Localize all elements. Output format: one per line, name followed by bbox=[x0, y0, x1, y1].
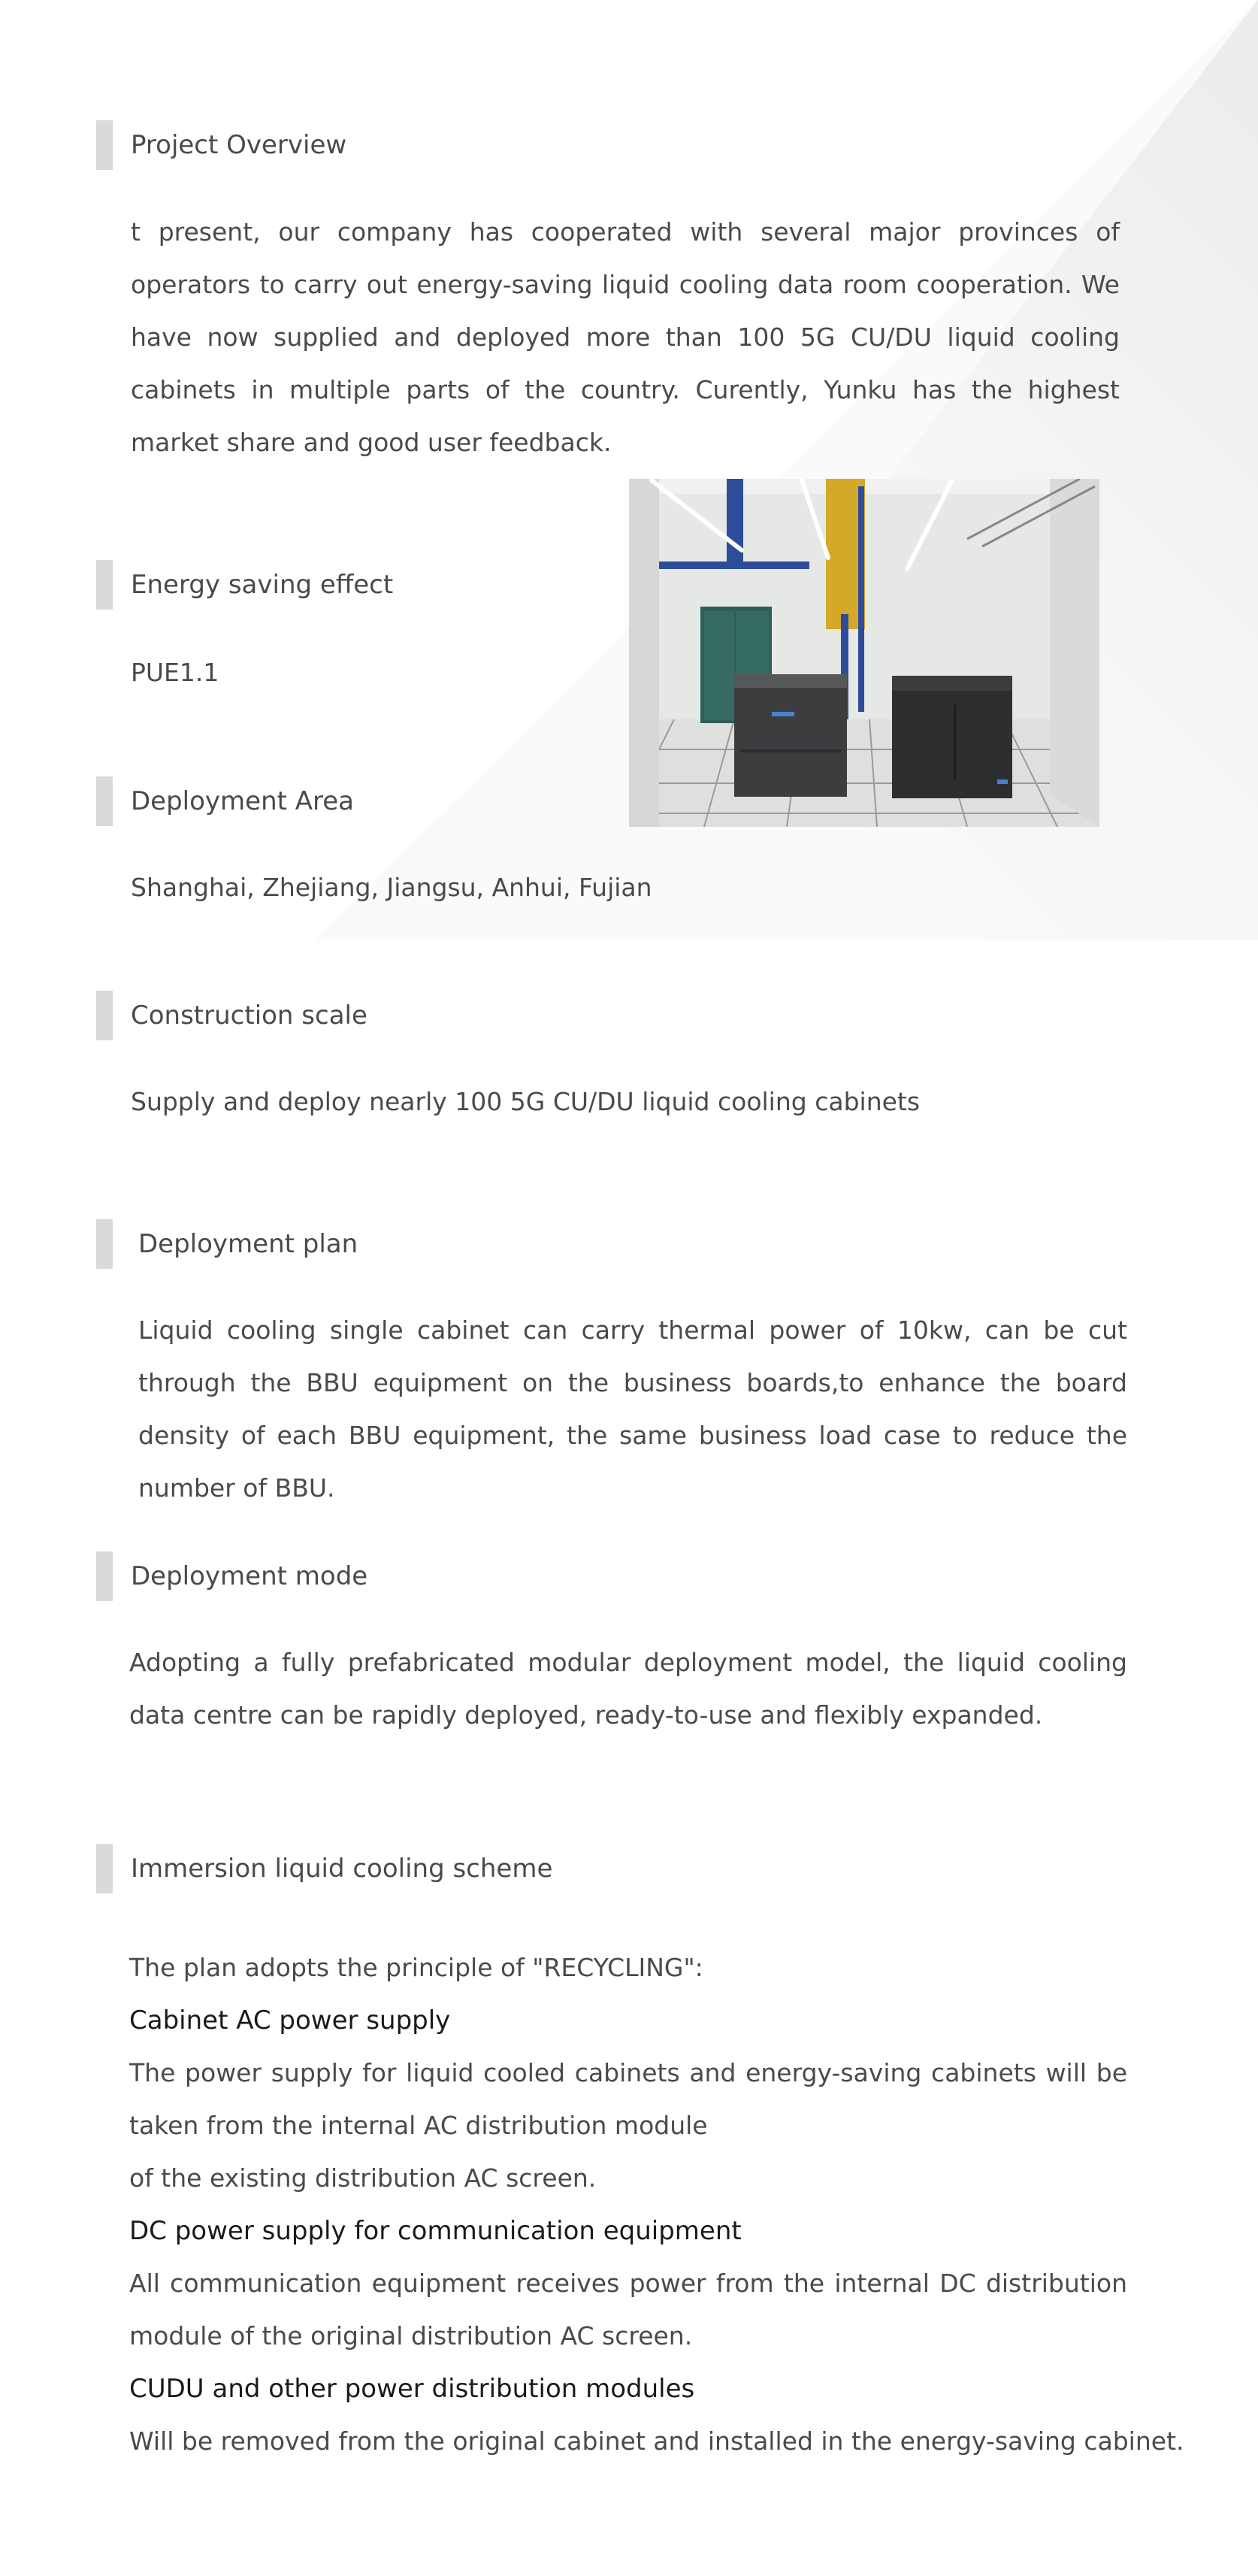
section-marker bbox=[96, 560, 113, 610]
ac-power-text-continued: of the existing distribution AC screen. bbox=[129, 2163, 597, 2193]
section-title-energy-saving: Energy saving effect bbox=[131, 570, 394, 600]
section-title-deployment-area: Deployment Area bbox=[131, 786, 355, 816]
deployment-mode-text: Adopting a fully prefabricated modular deployment model, the liquid cooling data centre can be rapidly deployed, ready-to-use and flexibly expanded. bbox=[129, 1648, 1127, 1730]
cudu-subtitle: CUDU and other power distribution modules bbox=[129, 2374, 695, 2404]
section-marker bbox=[96, 1551, 113, 1601]
ac-power-text: The power supply for liquid cooled cabinets and energy-saving cabinets will be taken from the internal AC distribution module bbox=[129, 2058, 1127, 2140]
data-room-photo bbox=[629, 479, 1099, 827]
energy-saving-value: PUE1.1 bbox=[131, 658, 219, 687]
section-title-construction-scale: Construction scale bbox=[131, 1000, 367, 1031]
deployment-area-value: Shanghai, Zhejiang, Jiangsu, Anhui, Fujian bbox=[131, 873, 652, 902]
section-title-deployment-plan: Deployment plan bbox=[138, 1229, 358, 1259]
dc-power-subtitle: DC power supply for communication equipment bbox=[129, 2216, 742, 2246]
section-title-project-overview: Project Overview bbox=[131, 130, 347, 160]
construction-scale-value: Supply and deploy nearly 100 5G CU/DU liquid cooling cabinets bbox=[131, 1087, 921, 1116]
deployment-plan-text: Liquid cooling single cabinet can carry thermal power of 10kw, can be cut through the BBU equipment on the business boards,to enhance the board density of each BBU equipment, the same business load case to reduce the number of BBU. bbox=[138, 1315, 1127, 1503]
project-overview-text: t present, our company has cooperated with several major provinces of operators to carry out energy-saving liquid cooling data room cooperation. We have now supplied and deployed more than 100 5G CU/DU liquid cooling cabinets in multiple parts of the country. Curently, Yunku has the highest market share and good user feedback. bbox=[131, 217, 1120, 457]
section-title-immersion-scheme: Immersion liquid cooling scheme bbox=[131, 1854, 553, 1884]
section-marker bbox=[96, 1219, 113, 1269]
section-title-deployment-mode: Deployment mode bbox=[131, 1561, 368, 1591]
ac-power-subtitle: Cabinet AC power supply bbox=[129, 2005, 451, 2036]
scheme-intro: The plan adopts the principle of "RECYCLING": bbox=[129, 1953, 703, 1982]
section-marker bbox=[96, 1844, 113, 1893]
section-marker bbox=[96, 991, 113, 1040]
section-marker bbox=[96, 120, 113, 170]
section-marker bbox=[96, 776, 113, 826]
cudu-text: Will be removed from the original cabinet and installed in the energy-saving cabinet. bbox=[129, 2426, 1184, 2456]
dc-power-text: All communication equipment receives power from the internal DC distribution module of the original distribution AC screen. bbox=[129, 2269, 1127, 2350]
